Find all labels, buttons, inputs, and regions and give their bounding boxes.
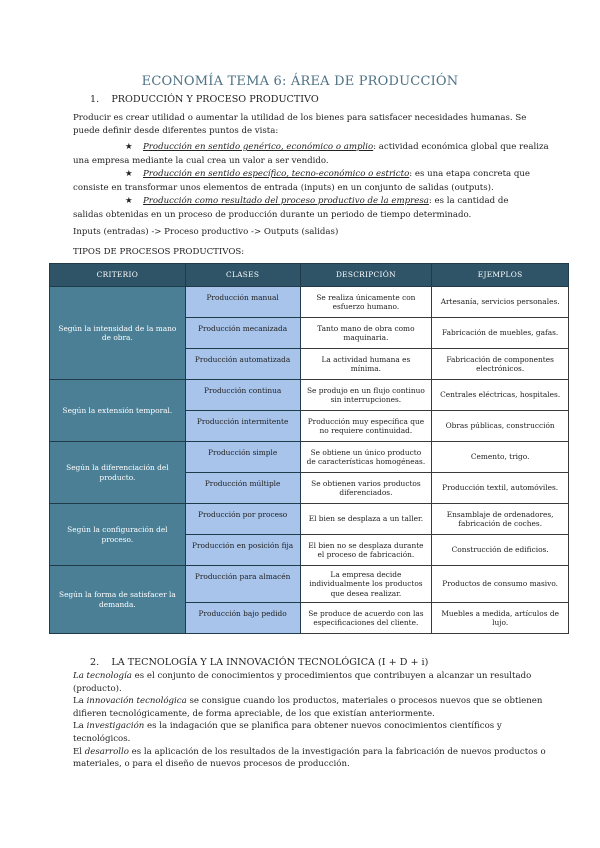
section-1-heading: 1. PRODUCCIÓN Y PROCESO PRODUCTIVO <box>90 94 319 105</box>
bullet-1-term: Producción en sentido genérico, económico o amplio <box>143 142 374 152</box>
star-bullet-icon: ★ <box>125 196 133 206</box>
investigacion-text: es la indagación que se planifica para obtener nuevos conocimientos científicos y <box>144 721 502 732</box>
descripcion-cell: Se obtiene un único producto de características homogéneas. <box>300 442 432 473</box>
descripcion-cell: Se realiza únicamente con esfuerzo humano. <box>300 287 432 318</box>
production-types-table <box>49 263 569 634</box>
clase-cell: Producción automatizada <box>185 349 300 380</box>
intro-line-2: puede definir desde diferentes puntos de vista: <box>73 125 279 136</box>
section-2-body <box>73 670 553 771</box>
innovacion-term: innovación tecnológica <box>86 696 187 707</box>
table-row <box>50 380 569 411</box>
descripcion-cell: Se obtienen varios productos diferenciados. <box>300 473 432 504</box>
descripcion-cell: Producción muy específica que no requiere continuidad. <box>300 411 432 442</box>
ejemplos-cell: Construcción de edificios. <box>432 535 569 566</box>
table-caption: TIPOS DE PROCESOS PRODUCTIVOS: <box>73 247 245 257</box>
star-bullet-icon: ★ <box>125 142 133 152</box>
clase-cell: Producción simple <box>185 442 300 473</box>
header-criterio: CRITERIO <box>50 264 186 287</box>
desarrollo-pre: El <box>73 746 85 757</box>
table-header-row <box>50 264 569 287</box>
header-descripcion: DESCRIPCIÓN <box>300 264 432 287</box>
tecnologia-text: es el conjunto de conocimientos y procedimientos que contribuyen a alcanzar un resultado <box>131 671 532 681</box>
investigacion-cont: tecnológicos. <box>73 733 131 744</box>
bullet-3-cont: salidas obtenidas en un proceso de producción durante un periodo de tiempo determinado. <box>73 210 472 220</box>
clase-cell: Producción para almacén <box>185 566 300 603</box>
bullet-3 <box>125 196 508 206</box>
criterio-cell: Según la configuración del proceso. <box>50 504 186 566</box>
ejemplos-cell: Muebles a medida, artículos de lujo. <box>432 603 569 634</box>
innovacion-line <box>73 695 553 708</box>
tecnologia-term: La tecnología <box>73 671 132 681</box>
ejemplos-cell: Fabricación de componentes electrónicos. <box>432 349 569 380</box>
innovacion-pre: La <box>73 696 87 707</box>
table-row <box>50 442 569 473</box>
table-row <box>50 287 569 318</box>
investigacion-term: investigación <box>86 721 145 732</box>
tecnologia-line <box>73 670 553 683</box>
descripcion-cell: El bien se desplaza a un taller. <box>300 504 432 535</box>
bullet-1-cont: una empresa mediante la cual crea un valor a ser vendido. <box>73 156 329 166</box>
desarrollo-term: desarrollo <box>84 746 129 757</box>
intro-paragraph <box>73 112 533 137</box>
flow-line: Inputs (entradas) -> Proceso productivo -> Outputs (salidas) <box>73 227 339 237</box>
investigacion-line <box>73 720 553 733</box>
criterio-cell: Según la forma de satisfacer la demanda. <box>50 566 186 634</box>
ejemplos-cell: Producción textil, automóviles. <box>432 473 569 504</box>
innovacion-cont: difieren tecnológicamente, de forma apreciable, de los que existían anteriormente. <box>73 708 435 719</box>
clase-cell: Producción por proceso <box>185 504 300 535</box>
clase-cell: Producción continua <box>185 380 300 411</box>
desarrollo-line <box>73 746 553 759</box>
header-clases: CLASES <box>185 264 300 287</box>
star-bullet-icon: ★ <box>125 169 133 179</box>
header-ejemplos: EJEMPLOS <box>432 264 569 287</box>
descripcion-cell: Tanto mano de obra como maquinaria. <box>300 318 432 349</box>
ejemplos-cell: Centrales eléctricas, hospitales. <box>432 380 569 411</box>
descripcion-cell: La actividad humana es mínima. <box>300 349 432 380</box>
bullet-2-cont: consiste en transformar unos elementos de entrada (inputs) en un conjunto de salidas (outputs). <box>73 183 494 193</box>
bullet-2-term: Producción en sentido específico, tecno-económico o estricto <box>143 169 410 179</box>
investigacion-pre: La <box>73 721 87 732</box>
bullet-3-term: Producción como resultado del proceso productivo de la empresa <box>143 196 429 206</box>
criterio-cell: Según la intensidad de la mano de obra. <box>50 287 186 380</box>
clase-cell: Producción bajo pedido <box>185 603 300 634</box>
clase-cell: Producción intermitente <box>185 411 300 442</box>
descripcion-cell: Se produjo en un flujo continuo sin interrupciones. <box>300 380 432 411</box>
clase-cell: Producción manual <box>185 287 300 318</box>
descripcion-cell: La empresa decide individualmente los productos que desea realizar. <box>300 566 432 603</box>
ejemplos-cell: Fabricación de muebles, gafas. <box>432 318 569 349</box>
innovacion-text: se consigue cuando los productos, materiales o procesos nuevos que se obtienen <box>186 696 543 707</box>
bullet-1 <box>125 142 549 152</box>
tecnologia-cont: (producto). <box>73 683 122 694</box>
section-2-heading: 2. LA TECNOLOGÍA Y LA INNOVACIÓN TECNOLÓGICA (I + D + i) <box>90 657 429 668</box>
ejemplos-cell: Cemento, trigo. <box>432 442 569 473</box>
bullet-3-rest: : es la cantidad de <box>428 196 509 206</box>
clase-cell: Producción múltiple <box>185 473 300 504</box>
bullet-2-rest: : es una etapa concreta que <box>409 169 531 179</box>
ejemplos-cell: Artesanía, servicios personales. <box>432 287 569 318</box>
bullet-2 <box>125 169 530 179</box>
table-row <box>50 566 569 603</box>
ejemplos-cell: Productos de consumo masivo. <box>432 566 569 603</box>
table-row <box>50 504 569 535</box>
desarrollo-cont: materiales, o para el diseño de nuevos procesos de producción. <box>73 759 350 770</box>
page-title: ECONOMÍA TEMA 6: ÁREA DE PRODUCCIÓN <box>141 74 459 89</box>
descripcion-cell: Se produce de acuerdo con las especificaciones del cliente. <box>300 603 432 634</box>
criterio-cell: Según la diferenciación del producto. <box>50 442 186 504</box>
desarrollo-text: es la aplicación de los resultados de la investigación para la fabricación de nuevos productos o <box>128 746 546 757</box>
clase-cell: Producción mecanizada <box>185 318 300 349</box>
ejemplos-cell: Obras públicas, construcción <box>432 411 569 442</box>
intro-line-1: Producir es crear utilidad o aumentar la utilidad de los bienes para satisfacer necesidades humanas. Se <box>73 113 527 123</box>
clase-cell: Producción en posición fija <box>185 535 300 566</box>
criterio-cell: Según la extensión temporal. <box>50 380 186 442</box>
descripcion-cell: El bien no se desplaza durante el proceso de fabricación. <box>300 535 432 566</box>
bullet-1-rest: : actividad económica global que realiza <box>373 142 549 152</box>
ejemplos-cell: Ensamblaje de ordenadores, fabricación de coches. <box>432 504 569 535</box>
